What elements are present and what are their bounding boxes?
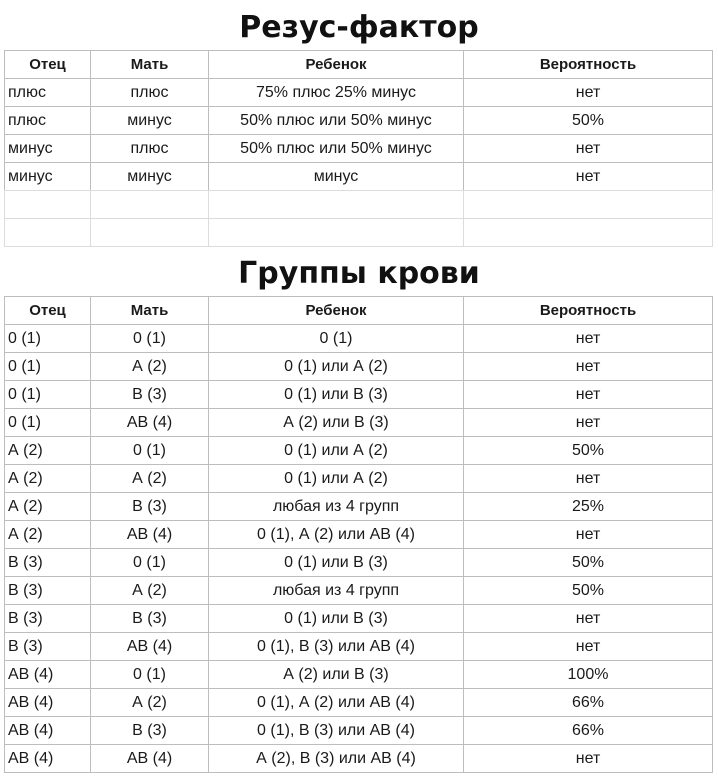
col-header-child: Ребенок xyxy=(209,51,464,79)
table-row xyxy=(5,717,713,745)
empty-cell[interactable] xyxy=(209,219,464,247)
cell-probability[interactable]: нет xyxy=(464,745,713,773)
cell-child[interactable]: 0 (1) xyxy=(209,325,464,353)
cell-mother[interactable]: В (3) xyxy=(91,493,209,521)
cell-father[interactable]: 0 (1) xyxy=(5,381,91,409)
cell-father[interactable]: А (2) xyxy=(5,465,91,493)
table-row xyxy=(5,381,713,409)
cell-mother[interactable]: АВ (4) xyxy=(91,409,209,437)
cell-father[interactable]: плюс xyxy=(5,107,91,135)
cell-probability[interactable]: 50% xyxy=(464,549,713,577)
cell-mother[interactable]: В (3) xyxy=(91,381,209,409)
cell-father[interactable]: В (3) xyxy=(5,549,91,577)
cell-father[interactable]: АВ (4) xyxy=(5,661,91,689)
cell-mother[interactable]: минус xyxy=(91,107,209,135)
cell-child[interactable]: 0 (1) или А (2) xyxy=(209,465,464,493)
cell-child[interactable]: минус xyxy=(209,163,464,191)
cell-child[interactable]: 0 (1) или В (3) xyxy=(209,605,464,633)
table-row xyxy=(5,689,713,717)
cell-mother[interactable]: АВ (4) xyxy=(91,633,209,661)
cell-child[interactable]: А (2), В (3) или АВ (4) xyxy=(209,745,464,773)
cell-father[interactable]: В (3) xyxy=(5,577,91,605)
cell-child[interactable]: 0 (1) или В (3) xyxy=(209,549,464,577)
cell-father[interactable]: А (2) xyxy=(5,437,91,465)
cell-mother[interactable]: 0 (1) xyxy=(91,437,209,465)
cell-father[interactable]: В (3) xyxy=(5,633,91,661)
cell-father[interactable]: 0 (1) xyxy=(5,409,91,437)
cell-father[interactable]: АВ (4) xyxy=(5,745,91,773)
cell-probability[interactable]: нет xyxy=(464,163,713,191)
cell-probability[interactable]: 50% xyxy=(464,577,713,605)
cell-father[interactable]: плюс xyxy=(5,79,91,107)
cell-probability[interactable]: нет xyxy=(464,633,713,661)
table-row xyxy=(5,577,713,605)
table-row xyxy=(5,135,713,163)
empty-cell[interactable] xyxy=(464,191,713,219)
empty-cell[interactable] xyxy=(209,191,464,219)
cell-mother[interactable]: 0 (1) xyxy=(91,661,209,689)
rh-header-row xyxy=(5,51,713,79)
col-header-father: Отец xyxy=(5,297,91,325)
cell-child[interactable]: 0 (1) или А (2) xyxy=(209,353,464,381)
cell-mother[interactable]: А (2) xyxy=(91,577,209,605)
empty-cell[interactable] xyxy=(5,219,91,247)
cell-mother[interactable]: минус xyxy=(91,163,209,191)
cell-child[interactable]: 0 (1), В (3) или АВ (4) xyxy=(209,717,464,745)
table-row xyxy=(5,521,713,549)
col-header-child: Ребенок xyxy=(209,297,464,325)
col-header-probability: Вероятность xyxy=(464,297,713,325)
cell-probability[interactable]: 50% xyxy=(464,437,713,465)
cell-mother[interactable]: АВ (4) xyxy=(91,521,209,549)
table-row xyxy=(5,107,713,135)
table-row xyxy=(5,437,713,465)
cell-child[interactable]: 50% плюс или 50% минус xyxy=(209,135,464,163)
cell-mother[interactable]: В (3) xyxy=(91,605,209,633)
table-row xyxy=(5,325,713,353)
cell-probability[interactable]: нет xyxy=(464,521,713,549)
cell-father[interactable]: 0 (1) xyxy=(5,353,91,381)
cell-probability[interactable]: нет xyxy=(464,353,713,381)
cell-child[interactable]: 0 (1) или В (3) xyxy=(209,381,464,409)
table-row xyxy=(5,661,713,689)
empty-cell[interactable] xyxy=(91,219,209,247)
table-row xyxy=(5,605,713,633)
blood-groups-title: Группы крови xyxy=(238,256,480,291)
table-row xyxy=(5,633,713,661)
cell-father[interactable]: АВ (4) xyxy=(5,717,91,745)
cell-probability[interactable]: нет xyxy=(464,465,713,493)
table-row xyxy=(5,493,713,521)
cell-probability[interactable]: нет xyxy=(464,79,713,107)
col-header-father: Отец xyxy=(5,51,91,79)
cell-mother[interactable]: 0 (1) xyxy=(91,325,209,353)
cell-mother[interactable]: 0 (1) xyxy=(91,549,209,577)
table-row xyxy=(5,353,713,381)
table-row xyxy=(5,163,713,191)
cell-probability[interactable]: 66% xyxy=(464,717,713,745)
cell-mother[interactable]: А (2) xyxy=(91,689,209,717)
cell-child[interactable]: А (2) или В (3) xyxy=(209,409,464,437)
table-row xyxy=(5,79,713,107)
cell-child[interactable]: 50% плюс или 50% минус xyxy=(209,107,464,135)
empty-rows xyxy=(4,190,713,247)
cell-child[interactable]: 75% плюс 25% минус xyxy=(209,79,464,107)
col-header-mother: Мать xyxy=(91,51,209,79)
empty-cell[interactable] xyxy=(464,219,713,247)
cell-child[interactable]: 0 (1), А (2) или АВ (4) xyxy=(209,521,464,549)
col-header-probability: Вероятность xyxy=(464,51,713,79)
blood-groups-table xyxy=(4,296,713,773)
cell-probability[interactable]: 25% xyxy=(464,493,713,521)
cell-mother[interactable]: плюс xyxy=(91,135,209,163)
cell-mother[interactable]: плюс xyxy=(91,79,209,107)
table-row xyxy=(5,549,713,577)
cell-father[interactable]: В (3) xyxy=(5,605,91,633)
cell-child[interactable]: А (2) или В (3) xyxy=(209,661,464,689)
cell-child[interactable]: 0 (1), В (3) или АВ (4) xyxy=(209,633,464,661)
blood-header-row xyxy=(5,297,713,325)
empty-cell[interactable] xyxy=(5,191,91,219)
table-row xyxy=(5,745,713,773)
cell-child[interactable]: 0 (1) или А (2) xyxy=(209,437,464,465)
cell-probability[interactable]: 66% xyxy=(464,689,713,717)
rh-factor-table xyxy=(4,50,713,191)
cell-mother[interactable]: А (2) xyxy=(91,465,209,493)
cell-father[interactable]: 0 (1) xyxy=(5,325,91,353)
cell-probability[interactable]: 100% xyxy=(464,661,713,689)
table-row xyxy=(5,409,713,437)
cell-child[interactable]: любая из 4 групп xyxy=(209,493,464,521)
cell-probability[interactable]: нет xyxy=(464,409,713,437)
cell-father[interactable]: минус xyxy=(5,135,91,163)
cell-probability[interactable]: нет xyxy=(464,381,713,409)
cell-father[interactable]: А (2) xyxy=(5,493,91,521)
cell-probability[interactable]: нет xyxy=(464,605,713,633)
cell-probability[interactable]: нет xyxy=(464,135,713,163)
empty-cell[interactable] xyxy=(91,191,209,219)
cell-father[interactable]: минус xyxy=(5,163,91,191)
cell-probability[interactable]: нет xyxy=(464,325,713,353)
cell-child[interactable]: любая из 4 групп xyxy=(209,577,464,605)
cell-father[interactable]: АВ (4) xyxy=(5,689,91,717)
col-header-mother: Мать xyxy=(91,297,209,325)
cell-mother[interactable]: В (3) xyxy=(91,717,209,745)
table-row xyxy=(5,465,713,493)
rh-factor-title: Резус-фактор xyxy=(239,10,479,45)
cell-mother[interactable]: АВ (4) xyxy=(91,745,209,773)
cell-child[interactable]: 0 (1), А (2) или АВ (4) xyxy=(209,689,464,717)
cell-mother[interactable]: А (2) xyxy=(91,353,209,381)
cell-father[interactable]: А (2) xyxy=(5,521,91,549)
cell-probability[interactable]: 50% xyxy=(464,107,713,135)
